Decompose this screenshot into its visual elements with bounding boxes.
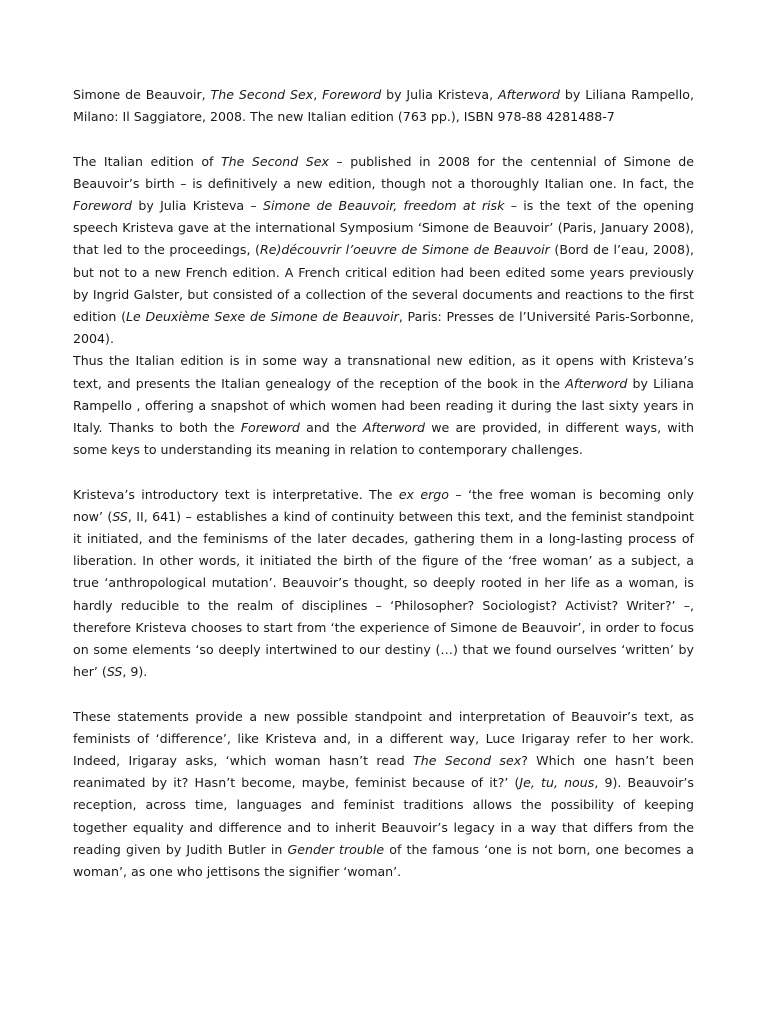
italic-text: Foreword — [240, 420, 300, 436]
paragraph-text: ? Which one hasn’t been reanimated by it? Hasn’t become, maybe, feminist because of it?’ ( — [73, 753, 695, 791]
paragraph-text: The Italian edition of — [73, 153, 221, 169]
paragraph-text: , 9). Beauvoir’s reception, across time, languages and feminist traditions allows the possibility of keeping together equality and difference and to inherit Beauvoir’s legacy in a way that differs from the reading given by Judith Butler in — [73, 775, 694, 857]
citation-text: Simone de Beauvoir, — [73, 87, 211, 102]
paragraph-text: (Bord de l’eau, 2008), but not to a new French edition. A French critical edition had been edited some years previously by Ingrid Galster, but consisted of a collection of the several documents and reactions to the first edition ( — [73, 242, 694, 325]
italic-text: Le Deuxième Sexe de Simone de Beauvoir — [126, 309, 399, 325]
paragraph-text: – published in 2008 for the centennial of Simone de Beauvoir’s birth – is definitively a new edition, though not a thoroughly Italian one. In fact, the — [73, 153, 694, 191]
afterword-label: Afterword — [497, 87, 561, 102]
document-page — [73, 84, 694, 883]
body-paragraph-2 — [73, 350, 694, 461]
italic-text: The Second sex — [413, 753, 522, 769]
paragraph-gap — [73, 461, 694, 483]
foreword-label: Foreword — [322, 87, 382, 102]
italic-text: ex ergo — [398, 486, 449, 502]
paragraph-text: , Paris: Presses de l’Université Paris-Sorbonne, 2004). — [73, 309, 694, 347]
paragraph-text: Thus the Italian edition is in some way a transnational new edition, as it opens with Kristeva’s text, and presents the Italian genealogy of the reception of the book in the — [73, 353, 694, 391]
paragraph-text: , II, 641) – establishes a kind of continuity between this text, and the feminist standpoint it initiated, and the feminisms of the later decades, gathering them in a long-lasting process of liberation. In other words, it initiated the birth of the figure of the ‘free woman’ as a subject, a true ‘anthropological mutation’. Beauvoir’s thought, so deeply rooted in her life as a woman, is hardly reducible to the realm of disciplines – ‘Philosopher? Sociologist? Activist? Writer?’ –, therefore Kristeva chooses to start from ‘the experience of Simone de Beauvoir’, in order to focus on some elements ‘so deeply intertwined to our destiny (…) that we found ourselves ‘written’ by her’ ( — [73, 508, 694, 680]
italic-text: Foreword — [73, 198, 133, 213]
paragraph-gap — [73, 128, 694, 150]
paragraph-gap — [73, 683, 694, 705]
italic-text: Je, tu, nous — [519, 775, 595, 791]
paragraph-text: , 9). — [122, 664, 148, 680]
italic-text: Gender trouble — [287, 841, 385, 857]
paragraph-text: by Julia Kristeva – — [132, 198, 263, 213]
italic-text: Simone de Beauvoir, freedom at risk — [263, 198, 505, 213]
paragraph-text: – ‘the free woman is becoming only now’ ( — [73, 486, 694, 524]
citation-text: , — [313, 87, 323, 102]
paragraph-text: – is the text of the opening speech Kristeva gave at the international Symposium ‘Simone de Beauvoir’ (Paris, January 2008), that led to the proceedings, ( — [73, 198, 694, 258]
paragraph-text: we are provided, in different ways, with some keys to understanding its meaning in relation to contemporary challenges. — [73, 420, 695, 458]
citation-text: by Liliana Rampello, Milano: Il Saggiatore, 2008. The new Italian edition (763 pp.), ISBN 978-88 4281488-7 — [73, 87, 694, 125]
italic-text: SS — [106, 664, 123, 680]
italic-text: Afterword — [565, 375, 628, 391]
body-paragraph-4 — [73, 706, 694, 884]
body-paragraph-3 — [73, 484, 694, 684]
paragraph-text: by Liliana Rampello , offering a snapshot of which women had been reading it during the last sixty years in Italy. Thanks to both the — [73, 375, 694, 436]
citation-paragraph — [73, 84, 694, 128]
citation-text: by Julia Kristeva, — [381, 87, 498, 102]
italic-text: SS — [112, 508, 128, 524]
book-title: The Second Sex — [210, 87, 314, 102]
paragraph-text: of the famous ‘one is not born, one becomes a woman’, as one who jettisons the signifier ‘woman’. — [73, 841, 694, 880]
paragraph-text: These statements provide a new possible standpoint and interpretation of Beauvoir’s text, as feminists of ‘difference’, like Kristeva and, in a different way, Luce Irigaray refer to her work. Indeed, Irigaray asks, ‘which woman hasn’t read — [73, 708, 694, 769]
paragraph-text: Kristeva’s introductory text is interpretative. The — [73, 486, 399, 502]
italic-text: Afterword — [362, 420, 426, 436]
paragraph-text: and the — [299, 420, 363, 436]
italic-text: Re)découvrir l’oeuvre de Simone de Beauvoir — [259, 242, 550, 258]
italic-text: The Second Sex — [220, 153, 329, 169]
body-paragraph-1 — [73, 151, 694, 351]
